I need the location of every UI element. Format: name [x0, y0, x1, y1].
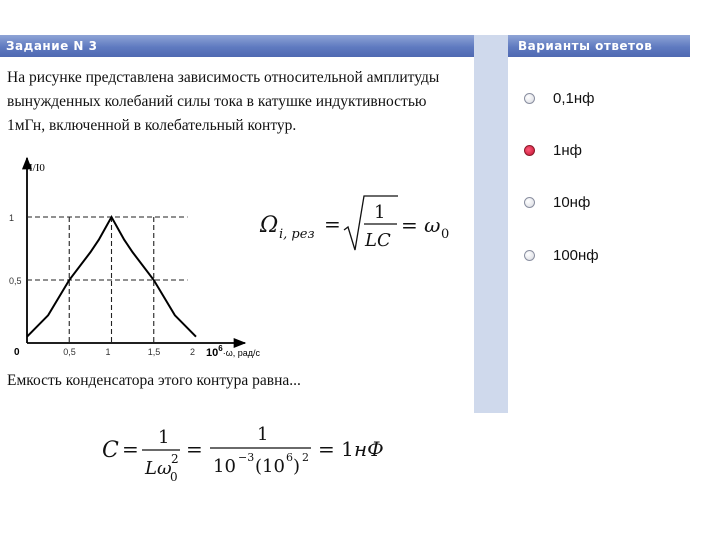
formula1-num: 1 — [374, 202, 386, 223]
answer-label: 0,1нф — [553, 89, 595, 107]
formula2-den-e3: 2 — [302, 451, 309, 464]
formula2-eq: = — [122, 437, 139, 461]
formula1-sub: i, рез — [279, 227, 315, 242]
formula2-unit: нФ — [354, 437, 384, 461]
formula2-num: 1 — [158, 427, 170, 448]
x-axis-label-exp: 6 — [218, 344, 223, 353]
x-tick-label: 1 — [105, 347, 111, 357]
x-axis-label — [206, 344, 260, 359]
resonance-formula — [259, 196, 449, 251]
x-axis-label-base: 10 — [206, 347, 219, 359]
question-bottom-text: Емкость конденсатора этого контура равна... — [7, 372, 301, 389]
formula2-C: C — [102, 438, 119, 463]
formula2-eq2: = — [186, 437, 203, 461]
formula1-eq2: = ω — [401, 213, 441, 237]
answer-label: 10нф — [553, 193, 591, 211]
formula2-den-e2: 6 — [286, 451, 293, 464]
question-text: На рисунке представлена зависимость относительной амплитуды вынужденных колебаний силы тока в катушке индуктивностью 1мГн, включенной в колебательный контур. — [7, 69, 440, 134]
formula2-result: = 1 — [318, 437, 354, 461]
formula1-sub0: 0 — [441, 227, 450, 242]
formula2-den-sub: 0 — [170, 470, 178, 484]
formula2-num2: 1 — [257, 424, 269, 445]
capacitance-formula — [102, 424, 384, 484]
formula2-den-L: Lω — [145, 458, 172, 479]
formula2-den-e1: −3 — [238, 451, 255, 464]
x-tick-label: 1,5 — [147, 347, 161, 357]
formula2-den-par: (10 — [255, 456, 285, 477]
formula1-den: LC — [365, 230, 391, 251]
formula1-eq: = — [324, 212, 341, 236]
x-tick-label: 2 — [190, 347, 196, 357]
formula2-den-exp: 2 — [171, 452, 179, 466]
y-tick-label: 0,5 — [9, 276, 22, 286]
formula1-omega: Ω — [260, 213, 279, 238]
x-axis-label-suffix: ·ω, рад/с — [222, 348, 260, 358]
formula2-den-10: 10 — [213, 456, 236, 477]
formula2-den-close: ) — [293, 456, 301, 477]
x-tick-label: 0,5 — [63, 347, 76, 357]
origin-label: 0 — [14, 347, 20, 358]
y-tick-label: 1 — [9, 213, 15, 223]
answer-label: 1нф — [553, 141, 582, 159]
answer-label: 100нф — [553, 246, 599, 264]
answers-header: Варианты ответов — [508, 35, 690, 57]
task-header: Задание N 3 — [0, 35, 474, 57]
y-axis-label: I/I0 — [29, 162, 45, 174]
